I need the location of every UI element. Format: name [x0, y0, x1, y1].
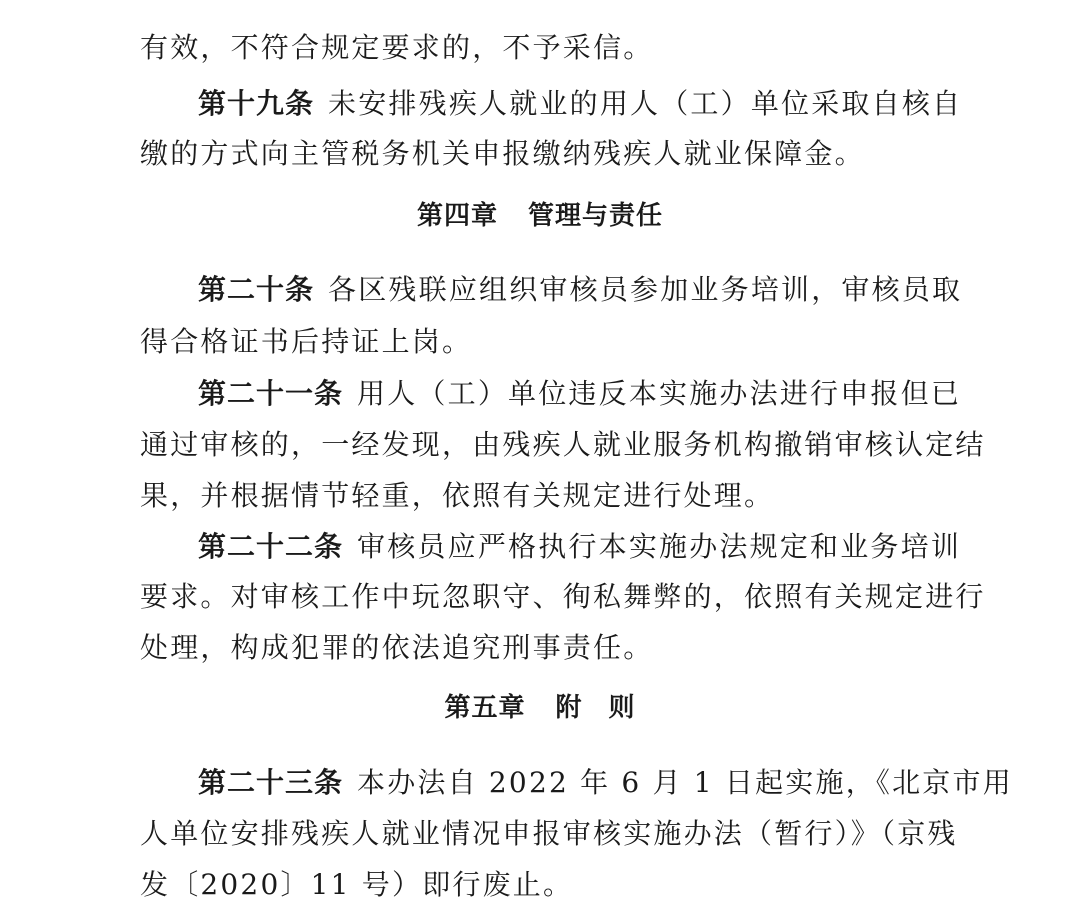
paragraph-line: 各区残联应组织审核员参加业务培训，审核员取 [328, 273, 963, 306]
chapter-heading-5 [140, 688, 940, 728]
chapter-number: 第五章 [444, 693, 526, 723]
chapter-title-part: 附 [555, 693, 583, 723]
chapter-heading-4 [140, 196, 940, 236]
paragraph-line: 未安排残疾人就业的用人（工）单位采取自核自 [328, 87, 963, 120]
chapter-title: 管理与责任 [528, 201, 664, 231]
paragraph-line: 用人（工）单位违反本实施办法进行申报但已 [357, 377, 962, 410]
article-19 [198, 84, 962, 124]
paragraph-line: 得合格证书后持证上岗。 [140, 325, 473, 358]
article-number: 第二十三条 [198, 766, 344, 799]
paragraph-line: 审核员应严格执行本实施办法规定和业务培训 [357, 530, 962, 563]
article-number: 第十九条 [198, 87, 315, 120]
paragraph-line: 发〔2020〕11 号）即行废止。 [140, 868, 574, 901]
article-20 [198, 270, 962, 310]
chapter-number: 第四章 [416, 201, 498, 231]
article-number: 第二十条 [198, 273, 315, 306]
paragraph-line: 通过审核的，一经发现，由残疾人就业服务机构撤销审核认定结 [140, 428, 986, 461]
article-22 [198, 527, 961, 567]
paragraph-line: 果，并根据情节轻重，依照有关规定进行处理。 [140, 479, 775, 512]
paragraph-line: 本办法自 2022 年 6 月 1 日起实施，《北京市用 [357, 766, 1013, 799]
document-page [140, 0, 1013, 923]
article-23 [198, 763, 1013, 803]
article-number: 第二十二条 [198, 530, 344, 563]
paragraph-line: 人单位安排残疾人就业情况申报审核实施办法（暂行）》（京残 [140, 817, 958, 850]
paragraph-line: 缴的方式向主管税务机关申报缴纳残疾人就业保障金。 [140, 137, 865, 170]
paragraph-line: 处理，构成犯罪的依法追究刑事责任。 [140, 631, 654, 664]
chapter-title-part: 则 [608, 693, 636, 723]
paragraph-line: 有效，不符合规定要求的，不予采信。 [140, 31, 654, 64]
paragraph-line: 要求。对审核工作中玩忽职守、徇私舞弊的，依照有关规定进行 [140, 580, 986, 613]
article-21 [198, 374, 961, 414]
article-number: 第二十一条 [198, 377, 344, 410]
